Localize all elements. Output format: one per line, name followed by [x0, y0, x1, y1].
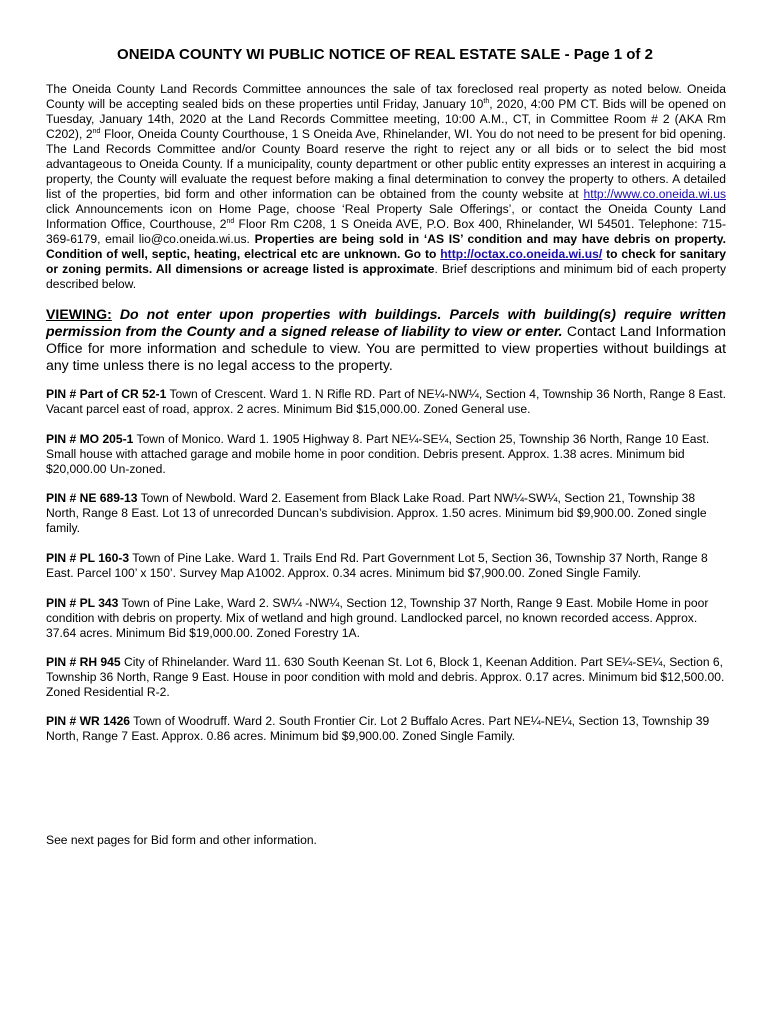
- ordinal-suffix: nd: [92, 127, 101, 135]
- pin-description: Town of Newbold. Ward 2. Easement from Black Lake Road. Part NW¼-SW¼, Section 21, Township 38 North, Range 8 East. Lot 13 of unrecorded Duncan’s subdivision. Approx. 1.50 acres. Minimum bid $9,900.00. Zoned single family.: [46, 491, 707, 535]
- page-title: ONEIDA COUNTY WI PUBLIC NOTICE OF REAL ESTATE SALE - Page 1 of 2: [117, 46, 653, 63]
- pin-label: PIN # Part of CR 52-1: [46, 387, 167, 401]
- pin-description: Town of Crescent. Ward 1. N Rifle RD. Part of NE¼-NW¼, Section 4, Township 36 North, Range 8 East. Vacant parcel east of road, approx. 2 acres. Minimum Bid $15,000.00. Zoned General use.: [46, 387, 726, 416]
- viewing-instructions: Contact Land Information Office for more information and schedule to view. You are permitted to view properties without buildings at any time unless there is no legal access to the property.: [46, 323, 726, 373]
- pin-description: Town of Monico. Ward 1. 1905 Highway 8. Part NE¼-SE¼, Section 25, Township 36 North, Range 10 East. Small house with attached garage and mobile home in poor condition. Debris present. Approx. 1.38 acres. Minimum bid $20,000.00 Un-zoned.: [46, 432, 710, 476]
- viewing-paragraph: [46, 306, 726, 374]
- pin-entry: [46, 551, 726, 581]
- pin-entry: [46, 655, 726, 700]
- pin-entry: [46, 714, 726, 744]
- pin-entry: [46, 432, 726, 477]
- intro-text-1: The Oneida County Land Records Committee announces the sale of tax foreclosed real property as noted below. Oneida County will be accepting sealed bids on these properties until Friday, January 10: [46, 82, 726, 111]
- intro-text-5: Floor Rm C208, 1 S Oneida AVE, P.O. Box 400, Rhinelander, WI 54501. Telephone: 715-369-6179, email lio@co.oneida.wi.us.: [46, 217, 726, 246]
- intro-text-2: , 2020, 4:00 PM CT. Bids will be opened on Tuesday, January 14th, 2020 at the Land Records Committee meeting, 10:00 A.M., CT, in Committee Room # 2 (AKA Rm C202), 2: [46, 97, 726, 141]
- pin-label: PIN # WR 1426: [46, 714, 131, 728]
- viewing-warning: Do not enter upon properties with buildings. Parcels with building(s) require written permission from the County and a signed release of liability to view or enter.: [46, 306, 726, 339]
- pin-description: Town of Pine Lake, Ward 2. SW¼ -NW¼, Section 12, Township 37 North, Range 9 East. Mobile Home in poor condition with debris on property. Mix of wetland and high ground. Landlocked parcel, no known recorded access. Approx. 37.64 acres. Minimum Bid $19,000.00. Zoned Forestry 1A.: [46, 596, 709, 640]
- intro-text-3: Floor, Oneida County Courthouse, 1 S Oneida Ave, Rhinelander, WI. You do not need to be present for bid opening. The Land Records Committee and/or County Board reserve the right to reject any or all bids or to select the bid most advantageous to Oneida County. If a municipality, county department or other public entity expresses an interest in acquiring a property, the County will evaluate the request before making a final determination to convey the property to others. A detailed list of the properties, bid form and other information can be obtained from the county website at: [46, 127, 726, 201]
- pin-description: Town of Woodruff. Ward 2. South Frontier Cir. Lot 2 Buffalo Acres. Part NE¼-NE¼, Section 13, Township 39 North, Range 7 East. Approx. 0.86 acres. Minimum bid $9,900.00. Zoned Single Family.: [46, 714, 710, 743]
- intro-text-6: . Brief descriptions and minimum bid of each property described below.: [46, 262, 726, 291]
- footer-note: See next pages for Bid form and other information.: [46, 833, 317, 847]
- pin-entry: [46, 387, 726, 417]
- ordinal-suffix: th: [483, 97, 490, 105]
- county-website-link[interactable]: http://www.co.oneida.wi.us: [583, 187, 726, 201]
- pin-label: PIN # RH 945: [46, 655, 121, 669]
- intro-paragraph: [46, 82, 726, 292]
- pin-label: PIN # MO 205-1: [46, 432, 134, 446]
- viewing-heading: VIEWING:: [46, 306, 112, 322]
- pin-entry: [46, 491, 726, 536]
- pin-entry: [46, 596, 726, 641]
- octax-link[interactable]: http://octax.co.oneida.wi.us/: [440, 247, 603, 261]
- pin-label: PIN # NE 689-13: [46, 491, 138, 505]
- ordinal-suffix: nd: [226, 217, 235, 225]
- pin-description: Town of Pine Lake. Ward 1. Trails End Rd. Part Government Lot 5, Section 36, Township 37 North, Range 8 East. Parcel 100’ x 150’. Survey Map A1002. Approx. 0.34 acres. Minimum bid $7,900.00. Zoned Single Family.: [46, 551, 708, 580]
- as-is-condition-notice: Properties are being sold in ‘AS IS’ condition and may have debris on property. Condition of well, septic, heating, electrical etc are unknown. Go to: [46, 232, 726, 261]
- pin-label: PIN # PL 160-3: [46, 551, 130, 565]
- pin-label: PIN # PL 343: [46, 596, 119, 610]
- permits-notice: to check for sanitary or zoning permits. All dimensions or acreage listed is approximate: [46, 247, 727, 276]
- intro-text-4: click Announcements icon on Home Page, choose ‘Real Property Sale Offerings’, or contact the Oneida County Land Information Office, Courthouse, 2: [46, 202, 726, 231]
- pin-description: City of Rhinelander. Ward 11. 630 South Keenan St. Lot 6, Block 1, Keenan Addition. Part SE¼-SE¼, Section 6, Township 36 North, Range 9 East. House in poor condition with mold and debris. Approx. 0.17 acres. Minimum bid $12,500.00. Zoned Residential R-2.: [46, 655, 725, 699]
